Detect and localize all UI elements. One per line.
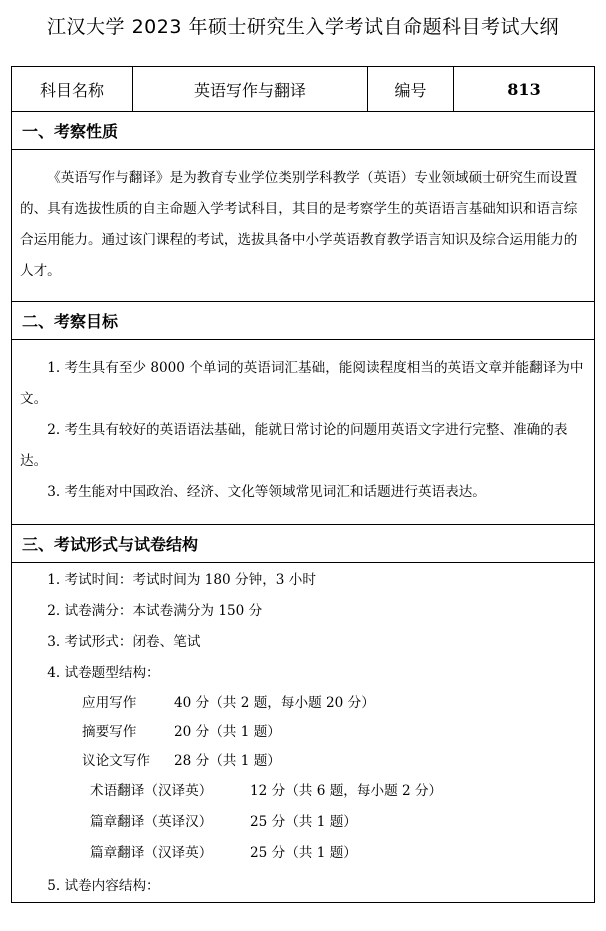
format-item: 3. 考试形式：闭卷、笔试 (47, 634, 201, 650)
objective-item: 1. 考生具有至少 8000 个单词的英语词汇基础，能阅读程度相当的英语文章并能翻译为中文。 (20, 360, 584, 407)
code-label: 编号 (368, 67, 454, 111)
structure-row (82, 747, 586, 776)
table-header-row (12, 67, 594, 112)
translation-name: 术语翻译（汉译英） (90, 783, 213, 799)
translation-list (20, 776, 586, 869)
structure-name: 应用写作 (82, 695, 137, 711)
section-body-format (12, 563, 594, 902)
structure-score: 28 分（共 1 题） (174, 753, 281, 769)
structure-row (82, 718, 586, 747)
translation-score: 12 分（共 6 题，每小题 2 分） (250, 783, 443, 799)
code-value: 813 (507, 79, 541, 99)
format-item: 5. 试卷内容结构： (47, 878, 160, 894)
section-heading-objectives: 二、考察目标 (12, 302, 594, 340)
structure-name: 议论文写作 (82, 753, 150, 769)
translation-row (90, 807, 586, 838)
document-title: 江汉大学 2023 年硕士研究生入学考试自命题科目考试大纲 (47, 16, 559, 38)
translation-name: 篇章翻译（汉译英） (90, 845, 213, 861)
section-body-nature (12, 150, 594, 302)
section-heading-nature: 一、考察性质 (12, 112, 594, 150)
translation-row (90, 776, 586, 807)
structure-name: 摘要写作 (82, 724, 137, 740)
section-body-objectives (12, 340, 594, 525)
translation-row (90, 838, 586, 869)
translation-score: 25 分（共 1 题） (250, 814, 357, 830)
structure-score: 40 分（共 2 题，每小题 20 分） (174, 695, 375, 711)
subject-value: 英语写作与翻译 (133, 67, 368, 111)
translation-name: 篇章翻译（英译汉） (90, 814, 213, 830)
format-item: 4. 试卷题型结构： (47, 665, 160, 681)
nature-paragraph: 《英语写作与翻译》是为教育专业学位类别学科教学（英语）专业领域硕士研究生而设置的、具有选拔性质的自主命题入学考试科目，其目的是考察学生的英语语言基础知识和语言综合运用能力。通过该门课程的考试，选拔具备中小学英语教育教学语言知识及综合运用能力的人才。 (20, 170, 578, 279)
syllabus-table (11, 66, 595, 903)
structure-row (82, 689, 586, 718)
structure-list (20, 689, 586, 776)
format-item: 2. 试卷满分：本试卷满分为 150 分 (47, 603, 263, 619)
section-heading-format: 三、考试形式与试卷结构 (12, 525, 594, 563)
structure-score: 20 分（共 1 题） (174, 724, 281, 740)
translation-score: 25 分（共 1 题） (250, 845, 357, 861)
format-item: 1. 考试时间：考试时间为 180 分钟，3 小时 (47, 572, 316, 588)
objective-item: 3. 考生能对中国政治、经济、文化等领域常见词汇和话题进行英语表达。 (47, 484, 486, 500)
subject-label: 科目名称 (12, 67, 133, 111)
objective-item: 2. 考生具有较好的英语语法基础，能就日常讨论的问题用英语文字进行完整、准确的表达。 (20, 422, 568, 469)
